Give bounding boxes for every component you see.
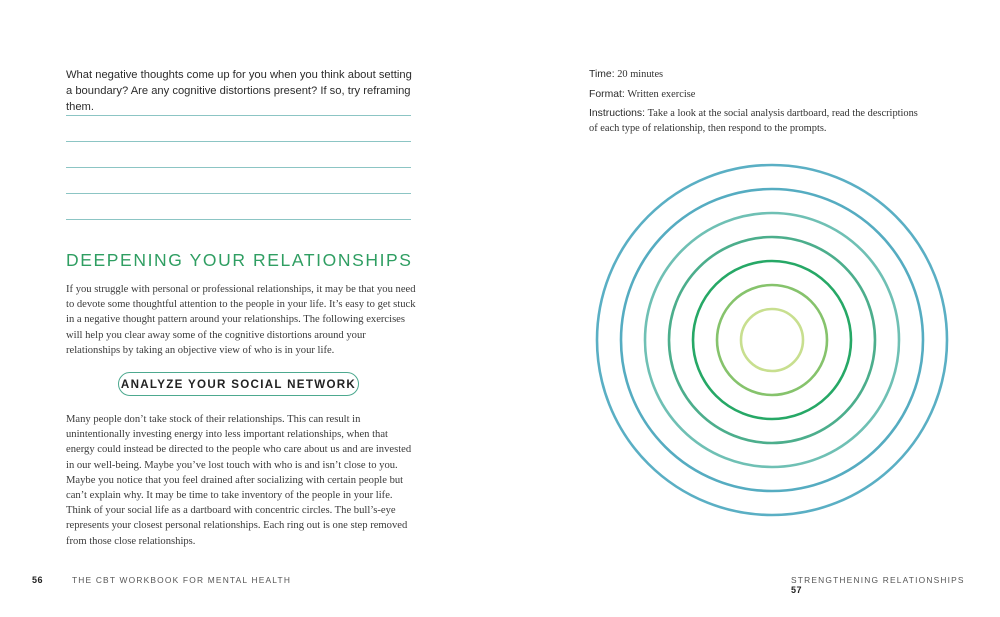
page-number: 56 [32,575,44,585]
writing-line[interactable] [66,141,411,142]
social-dartboard [500,0,1000,617]
instructions-label: Instructions: [589,108,646,119]
dartboard-ring-3 [645,213,899,467]
reflection-prompt: What negative thoughts come up for you when you think about setting a boundary? Are any cognitive distortions present? If so, try reframing them. [66,69,412,113]
dartboard-ring-6 [717,285,827,395]
right-footer [791,575,1000,595]
dartboard-ring-4 [669,237,875,443]
section-heading: DEEPENING YOUR RELATIONSHIPS [66,250,413,270]
dartboard-ring-7 [741,309,803,371]
dartboard-ring-2 [621,189,923,491]
running-title: STRENGTHENING RELATIONSHIPS [791,575,965,585]
writing-line[interactable] [66,193,411,194]
writing-line[interactable] [66,167,411,168]
time-value: 20 minutes [617,69,664,80]
format-label: Format: [589,89,625,100]
left-footer [32,575,291,585]
exercise-title-badge [118,372,359,396]
exercise-paragraph: Many people don’t take stock of their relationships. This can result in unintentionally investing energy into less important relationships, when that energy could instead be directed to the people who care about us and are invested in our well-being. Maybe you’ve lost touch with who is and isn’t close to you. Maybe you notice that you feel drained after socializing with certain people but can’t explain why. It may be time to take inventory of the people in your life. Think of your social life as a dartboard with concentric circles. The bull’s-eye represents your closest personal relationships. Each ring out is one step removed from those close relationships. [66,414,412,547]
intro-paragraph: If you struggle with personal or professional relationships, it may be that you need to devote some thoughtful attention to the people in your life. It’s easy to get stuck in a negative thought pattern around your relationships. The following exercises will help you clear away some of the cognitive distortions around your relationships by taking an objective view of who is in your life. [66,284,416,356]
instructions-value: Take a look at the social analysis dartboard, read the descriptions of each type of relationship, then respond to the prompts. [589,108,918,134]
running-title: THE CBT WORKBOOK FOR MENTAL HEALTH [71,575,292,585]
time-label: Time: [589,69,615,80]
right-page [500,0,1000,617]
writing-line[interactable] [66,115,411,116]
exercise-title: ANALYZE YOUR SOCIAL NETWORK [120,377,357,391]
page-number: 57 [791,585,803,595]
format-value: Written exercise [627,89,696,100]
writing-line[interactable] [66,219,411,220]
dartboard-ring-1 [597,165,947,515]
